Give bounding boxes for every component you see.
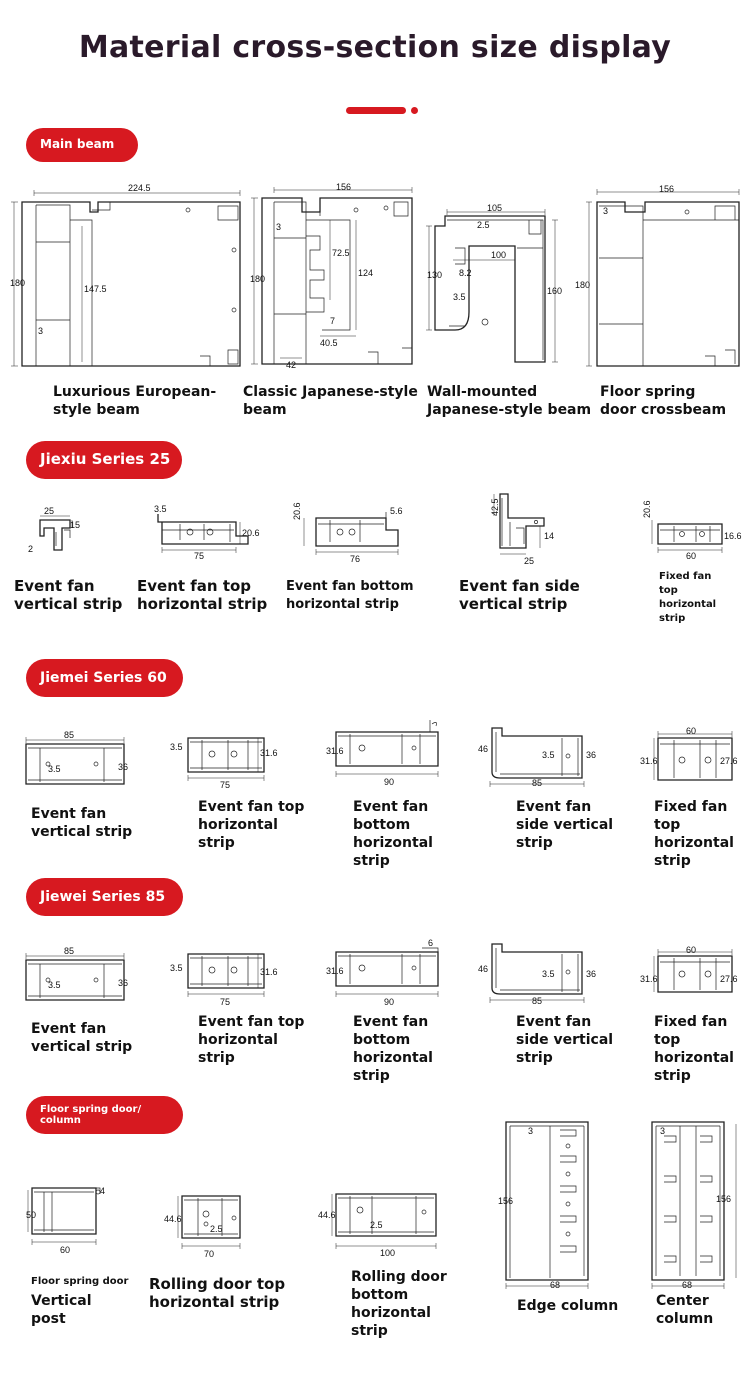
caption-jiexiu-fixed-fan-top: Fixed fan top horizontal strip	[659, 571, 717, 624]
dim-label: 85	[64, 730, 75, 740]
caption-jiewei-fixed-fan-top: Fixed fan top horizontal strip	[654, 1014, 734, 1084]
jiexiu-event-fan-side-strip-drawing	[486, 488, 566, 568]
dim-label: 31.6	[640, 974, 658, 984]
dim-label: 44.6	[164, 1214, 182, 1224]
dim-label: 40.5	[320, 338, 338, 348]
dim-label: 20.6	[242, 528, 260, 538]
jiemei-event-fan-bottom-strip-drawing	[320, 718, 450, 790]
dim-label: 25	[44, 506, 55, 516]
dim-label: 4	[100, 1186, 106, 1196]
dim-label: 3.5	[170, 963, 183, 973]
dim-label: 180	[575, 280, 591, 290]
jiexiu-event-fan-bottom-strip-drawing	[290, 490, 410, 564]
dim-label: 3.5	[542, 750, 555, 760]
dim-label: 156	[716, 1194, 732, 1204]
dim-label: 76	[350, 554, 361, 564]
dim-label: 42	[286, 360, 297, 370]
dim-label: 2.5	[210, 1224, 223, 1234]
dim-label: 31.6	[260, 748, 278, 758]
dim-label: 180	[10, 278, 26, 288]
caption-jiexiu-event-fan-top: Event fan top horizontal strip	[137, 577, 268, 613]
dim-label: 36	[118, 978, 129, 988]
dim-label: 85	[64, 946, 75, 956]
jiewei-event-fan-vertical-strip-drawing	[14, 944, 144, 1014]
dim-label: 2.5	[370, 1220, 383, 1230]
dim-label: 14	[544, 531, 555, 541]
floor-spring-vertical-post-drawing	[18, 1182, 118, 1258]
section-jiewei-series-85-label: Jiewei Series 85	[26, 878, 183, 916]
jiemei-event-fan-vertical-strip-drawing	[14, 728, 144, 798]
dim-label: 44.6	[318, 1210, 336, 1220]
caption-luxurious-european-beam: Luxurious European- style beam	[53, 384, 217, 418]
edge-column-drawing	[496, 1116, 606, 1292]
caption-jiexiu-event-fan-side: Event fan side vertical strip	[459, 577, 580, 613]
floor-spring-door-crossbeam-drawing	[575, 180, 745, 372]
dim-label: 3	[603, 206, 609, 216]
caption-jiemei-event-fan-top: Event fan top horizontal strip	[198, 799, 305, 851]
dim-label: 36	[586, 969, 597, 979]
dim-label: 2	[28, 544, 34, 554]
dim-label: 180	[250, 274, 266, 284]
rolling-door-bottom-strip-drawing	[316, 1188, 446, 1262]
dim-label: 20.6	[292, 502, 302, 520]
dim-label: 7	[330, 316, 336, 326]
section-floor-spring-column-label: Floor spring door/ column	[26, 1096, 183, 1134]
dim-label: 3.5	[48, 980, 61, 990]
dim-label: 156	[659, 184, 675, 194]
dim-label: 3.5	[453, 292, 466, 302]
dim-label: 156	[498, 1196, 514, 1206]
caption-center-column: Center column	[656, 1293, 714, 1327]
dim-label: 90	[384, 997, 395, 1007]
dim-label: 16.6	[724, 531, 742, 541]
page-title: Material cross-section size display	[78, 30, 672, 65]
dim-label: 60	[686, 726, 697, 736]
caption-rolling-door-bottom: Rolling door bottom horizontal strip	[351, 1269, 447, 1339]
dim-label: 31.6	[260, 967, 278, 977]
section-main-beam-label: Main beam	[26, 128, 138, 162]
dim-label: 50	[26, 1210, 37, 1220]
dim-label: 124	[358, 268, 374, 278]
dim-label: 31.6	[640, 756, 658, 766]
caption-jiemei-fixed-fan-top: Fixed fan top horizontal strip	[654, 799, 734, 869]
caption-vertical-post: Vertical post	[31, 1293, 92, 1327]
jiemei-event-fan-side-strip-drawing	[470, 722, 610, 792]
dim-label: 3.5	[154, 504, 167, 514]
dim-label: 46	[478, 744, 489, 754]
jiexiu-event-fan-vertical-strip-drawing	[26, 508, 86, 558]
dim-label: 8.2	[459, 268, 472, 278]
jiewei-event-fan-bottom-strip-drawing	[320, 934, 450, 1008]
rolling-door-top-strip-drawing	[160, 1188, 250, 1262]
dim-label: 60	[686, 551, 697, 561]
dim-label: 224.5	[128, 183, 151, 193]
caption-jiexiu-event-fan-vertical: Event fan vertical strip	[14, 577, 123, 613]
dim-label: 42.5	[490, 498, 500, 516]
dim-label: 31.6	[326, 746, 344, 756]
dim-label: 70	[204, 1249, 215, 1259]
dim-label: 25	[524, 556, 535, 566]
caption-small-floor-spring-door: Floor spring door	[31, 1276, 129, 1287]
caption-jiewei-event-fan-side: Event fan side vertical strip	[516, 1014, 614, 1066]
dim-label: 3	[38, 326, 44, 336]
caption-wall-mounted-beam: Wall-mounted Japanese-style beam	[427, 384, 592, 418]
caption-jiemei-event-fan-bottom: Event fan bottom horizontal strip	[353, 799, 433, 869]
dim-label: 5.6	[390, 506, 403, 516]
dim-label: 75	[194, 551, 205, 561]
title-underline-bar	[346, 107, 406, 114]
jiemei-event-fan-top-strip-drawing	[168, 728, 278, 792]
dim-label: 130	[427, 270, 443, 280]
dim-label: 72.5	[332, 248, 350, 258]
dim-label: 3	[528, 1126, 534, 1136]
caption-jiexiu-event-fan-bottom: Event fan bottom horizontal strip	[286, 579, 414, 612]
title-underline-dot	[411, 107, 418, 114]
dim-label: 3.5	[48, 764, 61, 774]
dim-label: 36	[118, 762, 129, 772]
luxurious-european-beam-drawing	[10, 180, 250, 380]
dim-label: 3	[660, 1126, 666, 1136]
caption-edge-column: Edge column	[517, 1298, 619, 1314]
caption-jiewei-event-fan-vertical: Event fan vertical strip	[31, 1021, 133, 1055]
dim-label: 3	[276, 222, 282, 232]
caption-jiemei-event-fan-vertical: Event fan vertical strip	[31, 806, 133, 840]
jiexiu-event-fan-top-strip-drawing	[150, 500, 270, 564]
dim-label: 147.5	[84, 284, 107, 294]
classic-japanese-beam-drawing	[250, 180, 420, 380]
dim-label: 68	[550, 1280, 561, 1290]
dim-label: 3.5	[542, 969, 555, 979]
jiexiu-fixed-fan-top-strip-drawing	[640, 494, 750, 562]
wall-mounted-japanese-beam-drawing	[425, 200, 575, 372]
jiewei-event-fan-top-strip-drawing	[168, 944, 278, 1008]
dim-label: 156	[336, 182, 352, 192]
dim-label: 75	[220, 780, 231, 790]
dim-label: 2.5	[477, 220, 490, 230]
dim-label: 60	[60, 1245, 71, 1255]
dim-label: 75	[220, 997, 231, 1007]
dim-label: 3.5	[170, 742, 183, 752]
caption-jiemei-event-fan-side: Event fan side vertical strip	[516, 799, 614, 851]
section-jiemei-series-60-label: Jiemei Series 60	[26, 659, 183, 697]
jiemei-fixed-fan-top-strip-drawing	[638, 722, 750, 790]
dim-label: 105	[487, 203, 503, 213]
caption-rolling-door-top: Rolling door top horizontal strip	[149, 1275, 286, 1311]
caption-floor-spring-crossbeam: Floor spring door crossbeam	[600, 384, 727, 418]
dim-label: 27.6	[720, 974, 738, 984]
dim-label: 27.6	[720, 756, 738, 766]
dim-label: 160	[547, 286, 563, 296]
dim-label: 15	[70, 520, 81, 530]
dim-label: 85	[532, 778, 543, 788]
dim-label: 60	[686, 945, 697, 955]
caption-classic-japanese-beam: Classic Japanese-style beam	[243, 384, 418, 418]
dim-label: 85	[532, 996, 543, 1006]
dim-label: 90	[384, 777, 395, 787]
jiewei-fixed-fan-top-strip-drawing	[638, 940, 750, 1008]
dim-label: 31.6	[326, 966, 344, 976]
caption-jiewei-event-fan-bottom: Event fan bottom horizontal strip	[353, 1014, 433, 1084]
section-jiexiu-series-25-label: Jiexiu Series 25	[26, 441, 182, 479]
dim-label: 20.6	[642, 500, 652, 518]
dim-label: 100	[380, 1248, 396, 1258]
dim-label: 6	[428, 938, 434, 948]
jiewei-event-fan-side-strip-drawing	[470, 938, 610, 1008]
caption-jiewei-event-fan-top: Event fan top horizontal strip	[198, 1014, 305, 1066]
dim-label: 36	[586, 750, 597, 760]
center-column-drawing	[640, 1116, 750, 1292]
dim-label: 68	[682, 1280, 693, 1290]
dim-label: 46	[478, 964, 489, 974]
dim-label: 100	[491, 250, 507, 260]
